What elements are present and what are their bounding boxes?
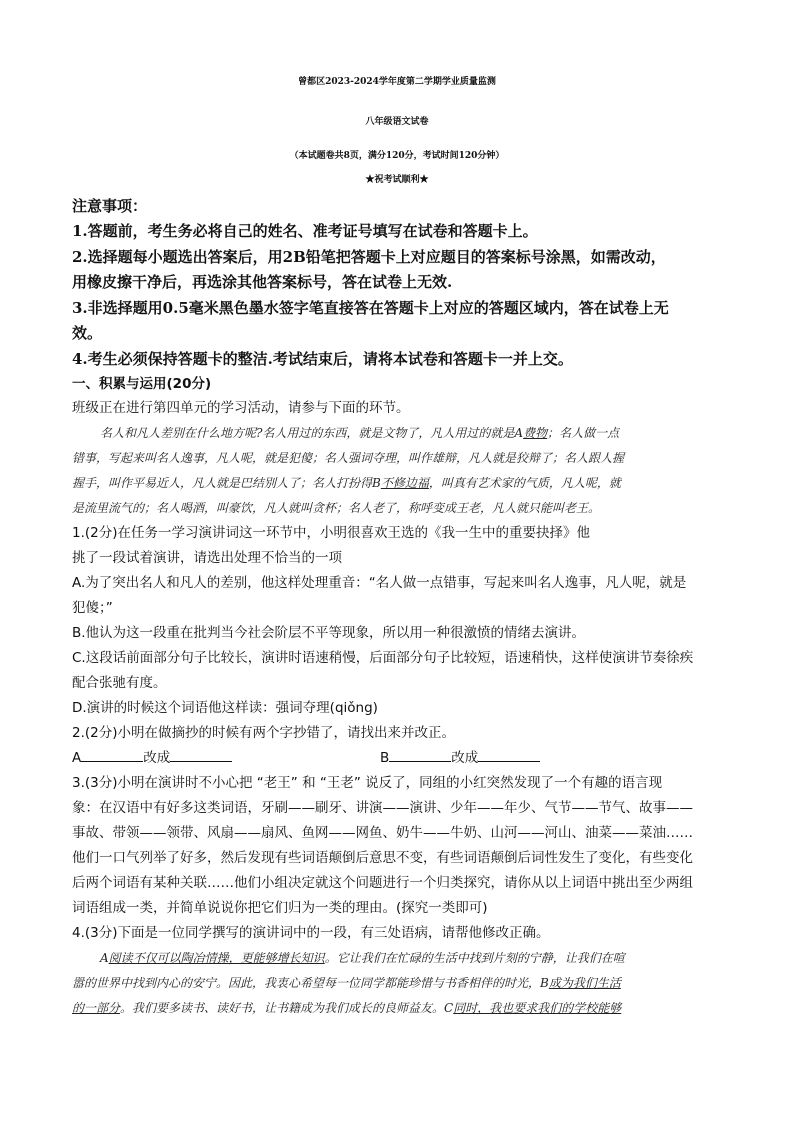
- passage-text: 。我们要多读书、读好书，让书籍成为我们成长的良师益友。C: [120, 1001, 454, 1015]
- passage-text: A: [100, 951, 109, 965]
- q3-text: 后两个词语有某种关联……他们小组决定就这个问题进行一个归类探究，请你从以上词语中挑出至少两组: [72, 875, 693, 891]
- q2-stem: 2.(2分)小明在做摘抄的时候有两个字抄错了，请找出来并改正。: [72, 725, 456, 741]
- answer-blank[interactable]: [170, 748, 232, 762]
- underlined-sentence-b: 成为我们生活: [548, 976, 621, 990]
- q4-passage-line: [72, 998, 621, 1018]
- q1-option-a: 犯傻；”: [72, 600, 113, 616]
- notice-line: 2.选择题每小题选出答案后，用2B铅笔把答题卡上对应题目的答案标号涂黑，如需改动，: [72, 248, 666, 266]
- notice-line: 1.答题前，考生务必将自己的姓名、准考证号填写在试卷和答题卡上。: [72, 222, 538, 240]
- answer-connector: 改成: [451, 750, 479, 766]
- underlined-word-a: 费物: [523, 426, 548, 440]
- passage-text: 嚣的世界中找到内心的安宁。因此，我衷心希望每一位同学都能珍惜与书香相伴的时光，B: [72, 976, 549, 990]
- q3-text: 3.(3分)小明在演讲时不小心把 “老王” 和 “王老” 说反了，同组的小红突然发现了一个有趣的语言现: [72, 775, 663, 791]
- q3-text: 象：在汉语中有好多这类词语，牙刷——刷牙、讲演——演讲、少年——年少、气节——节气、故事——: [72, 800, 693, 816]
- exam-title: 曾都区2023-2024学年度第二学期学业质量监测: [298, 77, 496, 87]
- notice-line: 4.考生必须保持答题卡的整洁.考试结束后，请将本试卷和答题卡一并上交。: [72, 350, 573, 368]
- answer-blank[interactable]: [478, 748, 540, 762]
- q1-option-a: A.为了突出名人和凡人的差别，他这样处理重音：“名人做一点错事，写起来叫名人逸事，凡人呢，就是: [72, 575, 687, 591]
- notice-line: 3.非选择题用0.5毫米黑色墨水签字笔直接答在答题卡上对应的答题区域内，答在试卷上无: [72, 299, 669, 317]
- passage-text: 。它让我们在忙碌的生活中找到片刻的宁静，让我们在喧: [324, 951, 625, 965]
- answer-connector: 改成: [143, 750, 171, 766]
- passage-line: 是流里流气的；名人喝酒，叫豪饮，凡人就叫贪杯；名人老了，称呼变成王老，凡人就只能叫老王。: [72, 501, 601, 515]
- answer-blank[interactable]: [389, 748, 451, 762]
- notice-line: 用橡皮擦干净后，再选涂其他答案标号，答在试卷上无效.: [72, 273, 453, 291]
- answer-label: B: [380, 750, 390, 766]
- q1-stem: 1.(2分)在任务一学习演讲词这一环节中，小明很喜欢王选的《我一生中的重要抉择》他: [72, 525, 591, 541]
- q3-text: 事故、带领——领带、风扇——扇风、鱼网——网鱼、奶牛——牛奶、山河——河山、油菜——菜油……: [72, 825, 693, 841]
- passage-text: ；名人做一点: [547, 426, 620, 440]
- q1-option-d: D.演讲的时候这个词语他这样读：强词夺理(qiǒng): [72, 700, 378, 716]
- q4-stem: 4.(3分)下面是一位同学撰写的演讲词中的一段，有三处语病，请帮他修改正确。: [72, 925, 550, 941]
- section-heading: 一、积累与运用(20分): [72, 376, 212, 392]
- q1-option-c: C.这段话前面部分句子比较长，演讲时语速稍慢，后面部分句子比较短，语速稍快，这样使演讲节奏徐疾: [72, 650, 694, 666]
- notices-heading: 注意事项：: [72, 197, 148, 215]
- answer-blank[interactable]: [81, 748, 143, 762]
- passage-text: ，叫真有艺术家的气质，凡人呢，就: [428, 476, 621, 490]
- passage-line: 错事，写起来叫名人逸事，凡人呢，就是犯傻；名人强词夺理，叫作雄辩，凡人就是狡辩了；名人跟人握: [72, 451, 625, 465]
- answer-label: A: [72, 750, 82, 766]
- passage-line: [100, 423, 619, 443]
- q2-answer-b: [380, 748, 540, 768]
- passage-text: 名人和凡人差别在什么地方呢?名人用过的东西，就是文物了，凡人用过的就是A: [100, 426, 524, 440]
- good-luck-line: ★祝考试顺利★: [365, 175, 429, 185]
- notice-line: 效。: [72, 324, 103, 342]
- q1-stem: 挑了一段试着演讲，请选出处理不恰当的一项: [72, 550, 342, 566]
- exam-info-note: （本试题卷共8页，满分120分，考试时间120分钟）: [289, 151, 505, 161]
- q4-passage-line: [72, 973, 621, 993]
- q2-answer-a: [72, 748, 232, 768]
- underlined-sentence-c: 同时，我也要求我们的学校能够: [453, 1001, 622, 1015]
- q3-text: 词语组成一类，并简单说说你把它们归为一类的理由。(探究一类即可): [72, 900, 488, 916]
- underlined-sentence-a: 阅读不仅可以陶冶情操，更能够增长知识: [108, 951, 325, 965]
- q3-text: 他们一口气列举了好多，然后发现有些词语颠倒后意思不变，有些词语颠倒后词性发生了变化，有些变化: [72, 850, 693, 866]
- q1-option-b: B.他认为这一段重在批判当今社会阶层不平等现象，所以用一种很激愤的情绪去演讲。: [72, 625, 586, 641]
- passage-text: 握手，叫作平易近人，凡人就是巴结别人了；名人打扮得B: [72, 476, 381, 490]
- underlined-word-b: 不修边福: [380, 476, 429, 490]
- section-intro: 班级正在进行第四单元的学习活动，请参与下面的环节。: [72, 400, 410, 416]
- exam-subtitle: 八年级语文试卷: [365, 117, 429, 127]
- passage-line: [72, 473, 621, 493]
- underlined-sentence-b: 的一部分: [72, 1001, 121, 1015]
- q4-passage-line: [100, 948, 625, 968]
- q1-option-c: 配合张驰有度。: [72, 675, 167, 691]
